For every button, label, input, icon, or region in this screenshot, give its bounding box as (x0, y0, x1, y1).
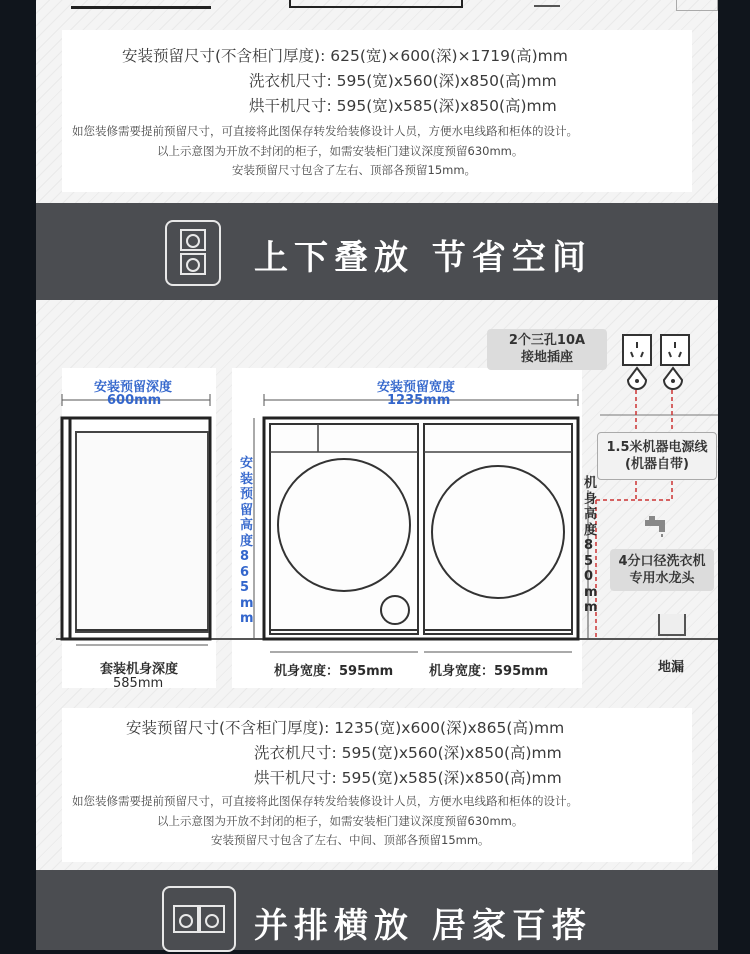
top-reserved-size: 安装预留尺寸(不含柜门厚度): 625(宽)×600(深)×1719(高)mm (122, 47, 568, 65)
top-cord-fragment (676, 0, 718, 11)
height-label: 安装预留高度865mm (240, 456, 254, 626)
stacked-appliance-icon (165, 220, 221, 286)
tap-callout: 4分口径洗衣机 专用水龙头 (610, 549, 714, 591)
width-label: 安装预留宽度 (377, 380, 456, 395)
width-value: 1235mm (387, 393, 451, 408)
bottom-note-3: 安装预留尺寸包含了左右、中间、顶部各预留15mm。 (211, 833, 490, 847)
faucet-icon (643, 514, 669, 542)
bottom-reserved-size: 安装预留尺寸(不含柜门厚度): 1235(宽)x600(深)x865(高)mm (126, 719, 565, 737)
banner-stacked-title: 上下叠放 节省空间 (254, 238, 592, 278)
top-dryer-size: 烘干机尺寸: 595(宽)x585(深)x850(高)mm (249, 97, 557, 115)
socket-callout: 2个三孔10A 接地插座 (487, 329, 607, 370)
depth-label: 安装预留深度 (94, 380, 173, 395)
body-width-left: 机身宽度：595mm (274, 664, 394, 679)
body-depth-label: 套装机身深度 (100, 662, 179, 677)
body-width-right: 机身宽度：595mm (429, 664, 549, 679)
bottom-note-1: 如您装修需要提前预留尺寸，可直接将此图保存转发给装修设计人员，方便水电线路和柜体的设计。 (72, 794, 578, 808)
socket-icon (660, 334, 690, 366)
top-note-1: 如您装修需要提前预留尺寸，可直接将此图保存转发给装修设计人员，方便水电线路和柜体的设计。 (72, 124, 578, 138)
bottom-dryer-size: 烘干机尺寸: 595(宽)x585(深)x850(高)mm (254, 769, 562, 787)
banner-side-by-side (36, 870, 718, 950)
floor-drain-icon (658, 614, 686, 636)
bottom-washer-size: 洗衣机尺寸: 595(宽)x560(深)x850(高)mm (254, 744, 562, 762)
top-note-2: 以上示意图为开放不封闭的柜子，如需安装柜门建议深度预留630mm。 (157, 144, 524, 158)
plug-icon (662, 366, 684, 394)
depth-value: 600mm (107, 393, 162, 408)
top-appliance-fragment (289, 0, 463, 8)
socket-icon (622, 334, 652, 366)
banner-stacked (36, 203, 718, 300)
plug-icon (626, 366, 648, 394)
body-height-label: 机身高度850mm (584, 476, 598, 615)
side-by-side-appliance-icon (162, 886, 236, 952)
cord-callout: 1.5米机器电源线 (机器自带) (597, 432, 717, 480)
top-drain-fragment (534, 0, 560, 7)
body-depth-value: 585mm (113, 676, 164, 691)
banner-side-by-side-title: 并排横放 居家百搭 (254, 906, 592, 946)
top-note-3: 安装预留尺寸包含了左右、顶部各预留15mm。 (232, 163, 477, 177)
floor-drain-label: 地漏 (658, 660, 685, 675)
top-appliance-fragment (71, 0, 211, 9)
bottom-note-2: 以上示意图为开放不封闭的柜子，如需安装柜门建议深度预留630mm。 (157, 814, 524, 828)
top-washer-size: 洗衣机尺寸: 595(宽)x560(深)x850(高)mm (249, 72, 557, 90)
